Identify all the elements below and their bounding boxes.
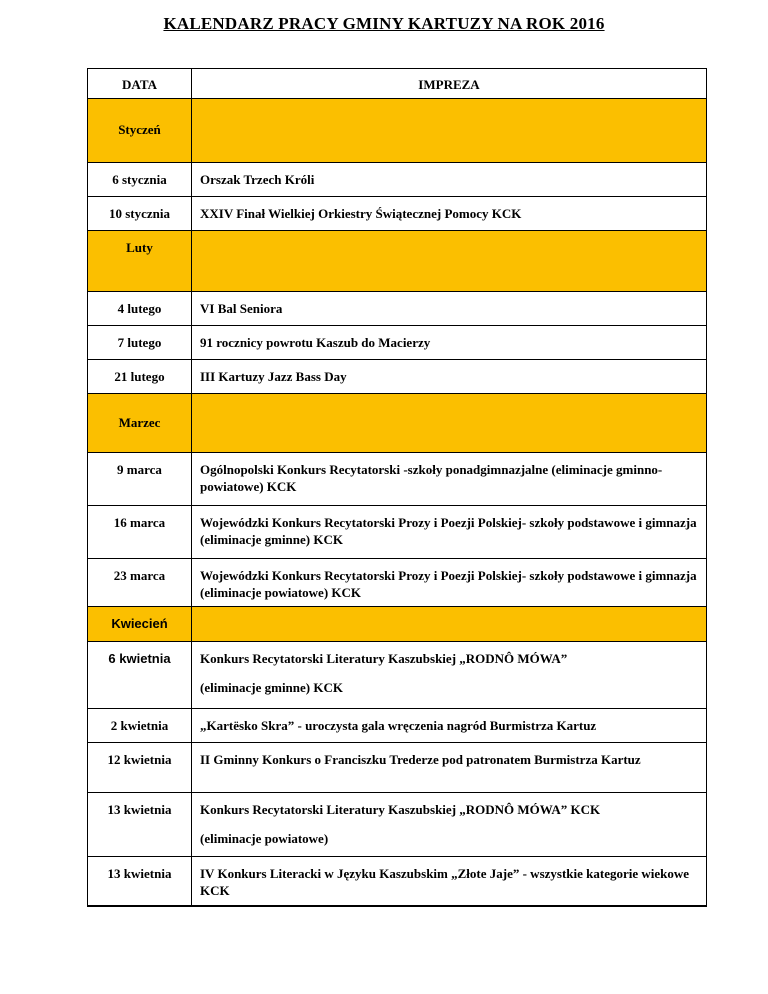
table-row — [88, 197, 707, 231]
date-cell: 7 lutego — [88, 326, 192, 360]
event-text: Konkurs Recytatorski Literatury Kaszubskiej „RODNÔ MÓWA” — [200, 651, 568, 666]
event-cell: Ogólnopolski Konkurs Recytatorski -szkoły ponadgimnazjalne (eliminacje gminno-powiatowe) KCK — [192, 453, 707, 506]
event-cell: III Kartuzy Jazz Bass Day — [192, 360, 707, 394]
event-cell: Wojewódzki Konkurs Recytatorski Prozy i Poezji Polskiej- szkoły podstawowe i gimnazja (eliminacje gminne) KCK — [192, 506, 707, 559]
month-band — [192, 607, 707, 642]
table-row — [88, 857, 707, 906]
event-subtext: (eliminacje powiatowe) — [200, 831, 329, 846]
event-cell: 91 rocznicy powrotu Kaszub do Macierzy — [192, 326, 707, 360]
table-row — [88, 326, 707, 360]
event-cell: XXIV Finał Wielkiej Orkiestry Świątecznej Pomocy KCK — [192, 197, 707, 231]
table-row — [88, 506, 707, 559]
date-cell: 10 stycznia — [88, 197, 192, 231]
month-label: Styczeń — [88, 99, 192, 163]
event-cell: IV Konkurs Literacki w Języku Kaszubskim „Złote Jaje” - wszystkie kategorie wiekowe KCK — [192, 857, 707, 906]
month-band — [192, 394, 707, 453]
event-cell: Orszak Trzech Króli — [192, 163, 707, 197]
table-row — [88, 642, 707, 709]
event-subtext: (eliminacje gminne) KCK — [200, 680, 343, 695]
calendar-table — [87, 68, 707, 907]
month-label: Kwiecień — [88, 607, 192, 642]
date-cell: 12 kwietnia — [88, 743, 192, 793]
date-cell: 4 lutego — [88, 292, 192, 326]
event-cell — [192, 642, 707, 709]
date-cell: 2 kwietnia — [88, 709, 192, 743]
month-band — [192, 99, 707, 163]
month-row-january — [88, 99, 707, 163]
header-event: IMPREZA — [192, 69, 707, 99]
month-row-april — [88, 607, 707, 642]
event-cell: „Kartësko Skra” - uroczysta gala wręczenia nagród Burmistrza Kartuz — [192, 709, 707, 743]
table-header-row — [88, 69, 707, 99]
table-row — [88, 163, 707, 197]
table-row — [88, 453, 707, 506]
table-row — [88, 360, 707, 394]
date-cell: 13 kwietnia — [88, 857, 192, 906]
table-row — [88, 292, 707, 326]
table-row — [88, 793, 707, 857]
month-label: Luty — [88, 231, 192, 292]
date-cell: 21 lutego — [88, 360, 192, 394]
table-row — [88, 743, 707, 793]
event-cell: II Gminny Konkurs o Franciszku Trederze pod patronatem Burmistrza Kartuz — [192, 743, 707, 793]
month-band — [192, 231, 707, 292]
date-cell: 9 marca — [88, 453, 192, 506]
event-text: Konkurs Recytatorski Literatury Kaszubskiej „RODNÔ MÓWA” KCK — [200, 802, 601, 817]
page-title: KALENDARZ PRACY GMINY KARTUZY NA ROK 2016 — [163, 14, 605, 33]
date-cell: 6 kwietnia — [88, 642, 192, 709]
event-cell: Wojewódzki Konkurs Recytatorski Prozy i Poezji Polskiej- szkoły podstawowe i gimnazja (eliminacje powiatowe) KCK — [192, 559, 707, 607]
date-cell: 6 stycznia — [88, 163, 192, 197]
event-cell: VI Bal Seniora — [192, 292, 707, 326]
table-row — [88, 709, 707, 743]
table-row — [88, 559, 707, 607]
month-label: Marzec — [88, 394, 192, 453]
event-cell — [192, 793, 707, 857]
header-date: DATA — [88, 69, 192, 99]
date-cell: 16 marca — [88, 506, 192, 559]
date-cell: 23 marca — [88, 559, 192, 607]
month-row-march — [88, 394, 707, 453]
month-row-february — [88, 231, 707, 292]
date-cell: 13 kwietnia — [88, 793, 192, 857]
